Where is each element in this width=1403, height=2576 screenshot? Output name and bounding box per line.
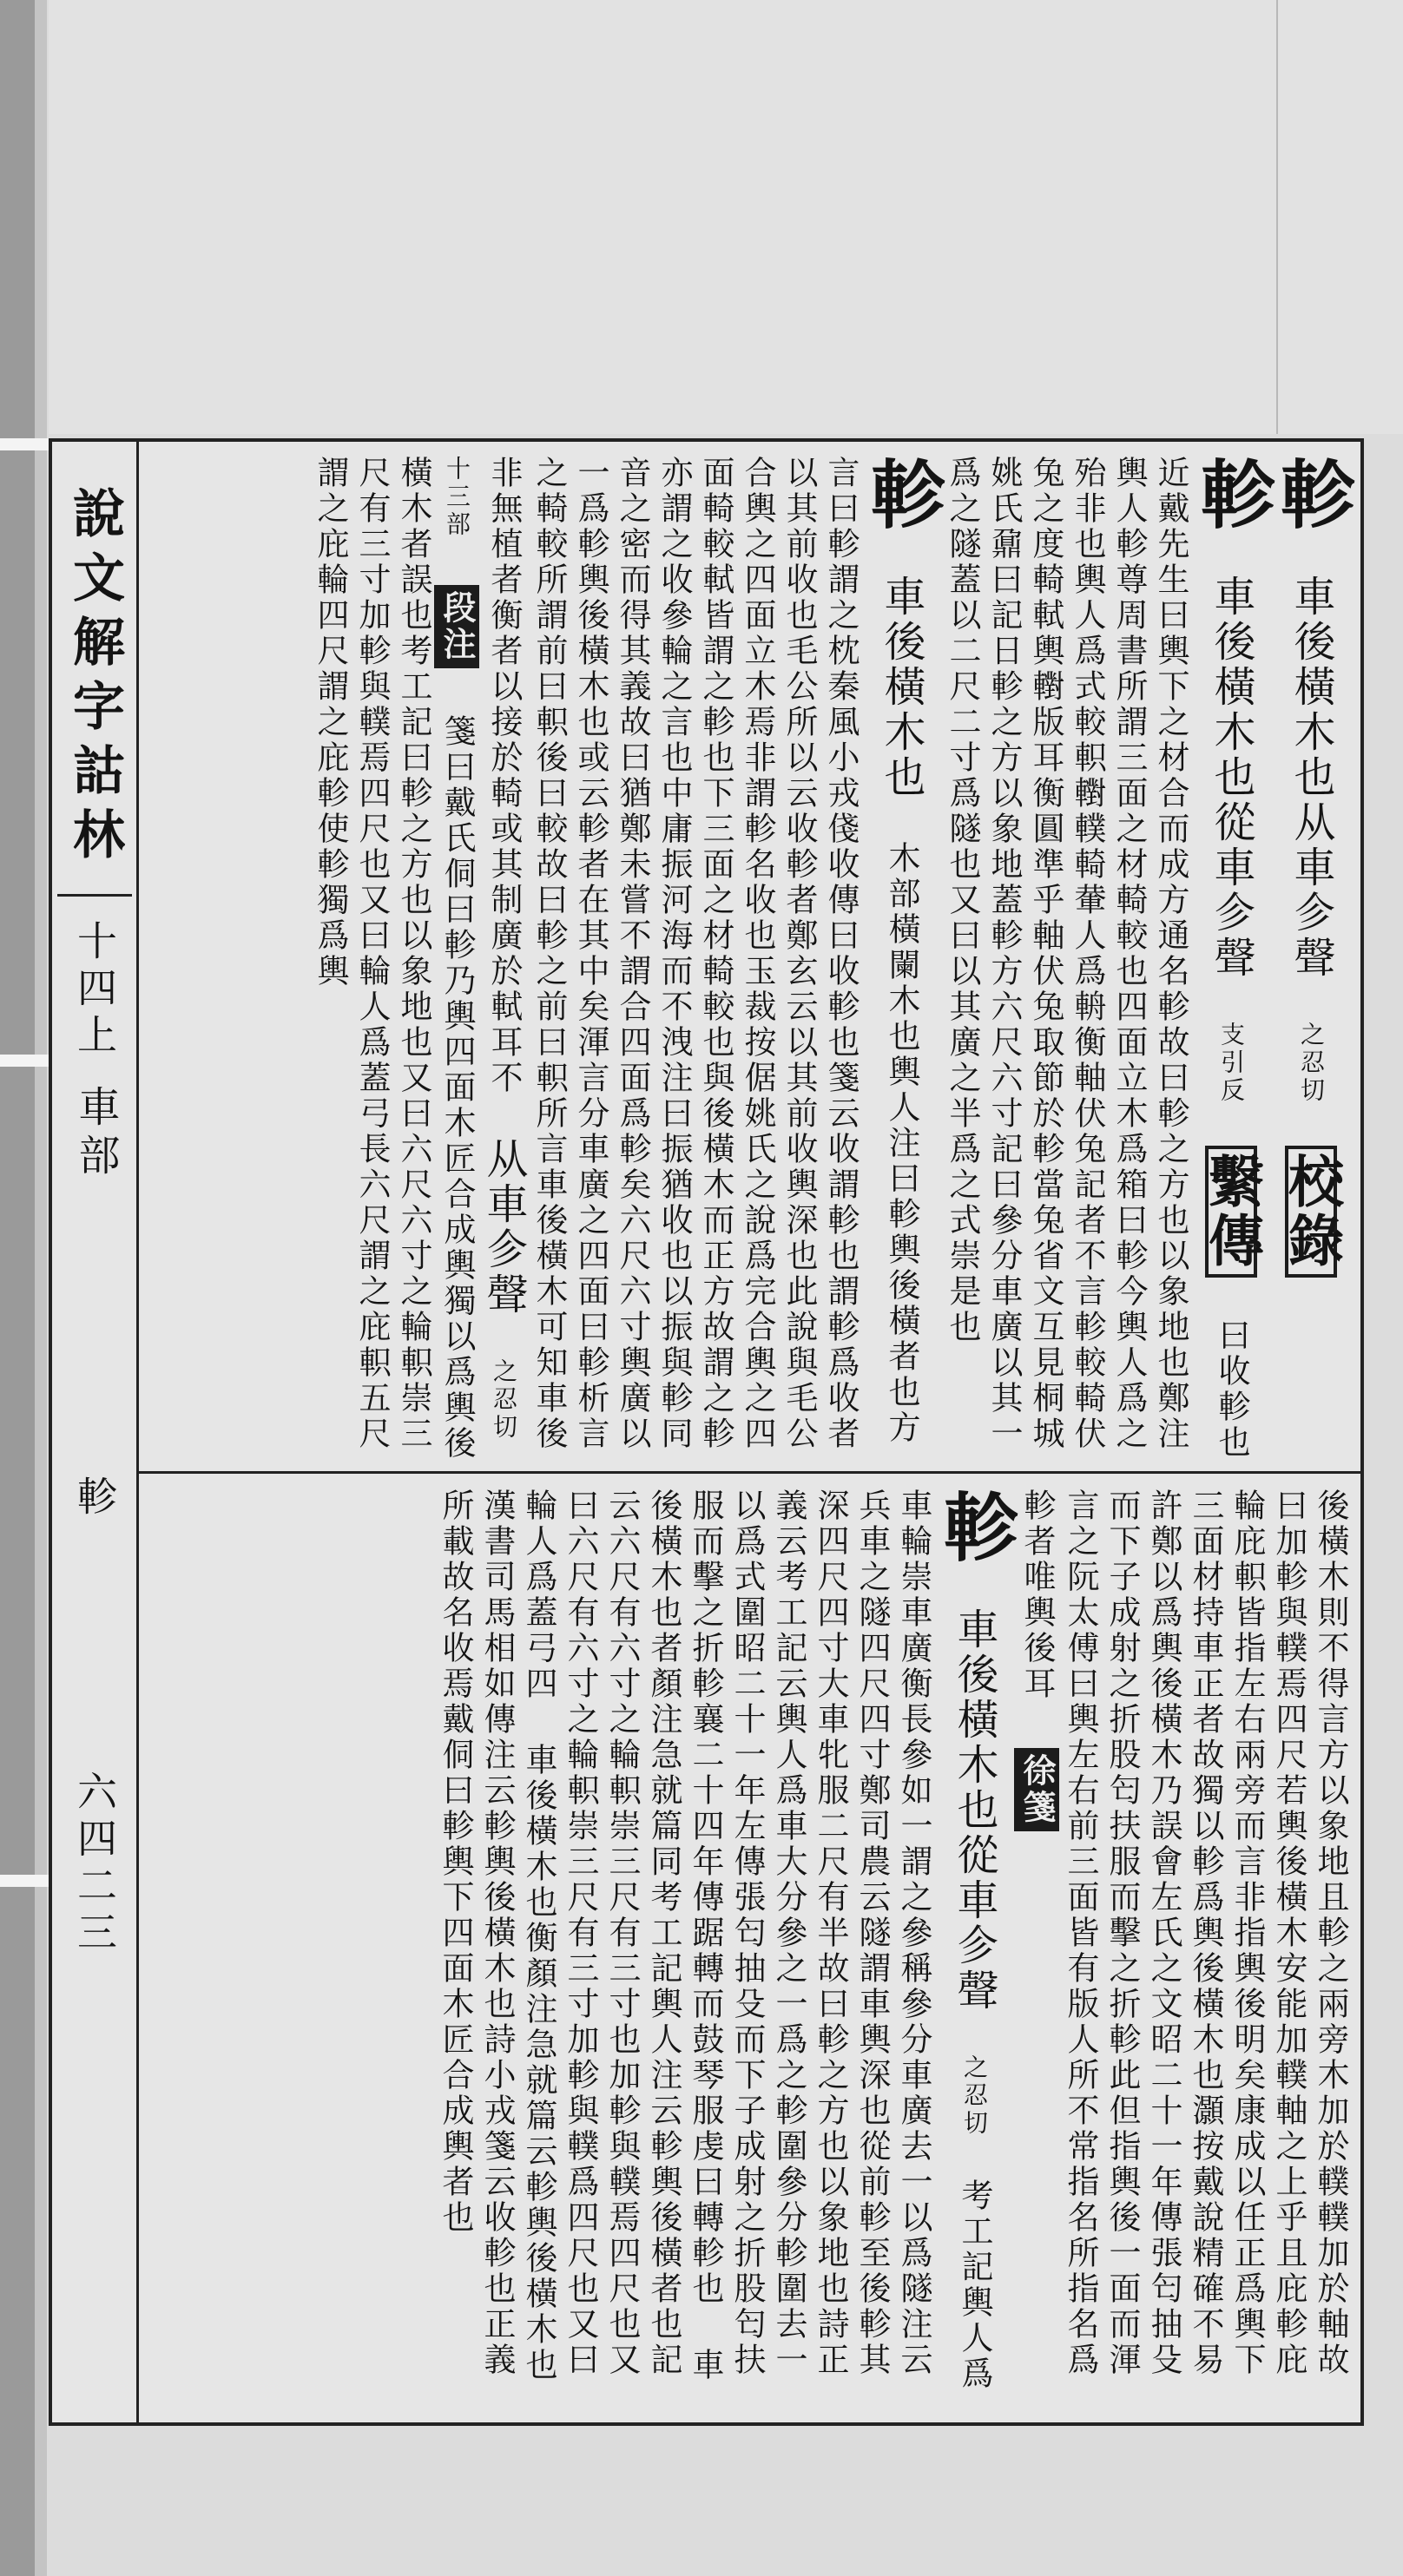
xizhuan-fanqie: 支引反 (1217, 1022, 1246, 1105)
page-number: 六四二三 (71, 1771, 118, 1958)
xu-entry (434, 1488, 1018, 2408)
main-fanqie: 之忍切 (1297, 1022, 1326, 1105)
xizhuan-definition: 車後橫木也從車㐱聲 (1207, 575, 1255, 981)
facing-page-bleed (49, 0, 1403, 434)
upper-text-block (144, 456, 1355, 1462)
xu-text-2: 車後橫木也者顏注急就篇同考工記輿人注云軫輿後橫者也記云六尺有六寸之輪軹崇三尺有三寸也加軫與轐焉四尺也又曰六尺有六寸之輪軹崇三尺有三寸加軫與轐爲四尺也又曰輪人爲蓋弓四 (520, 1488, 724, 2383)
binding-band (0, 1875, 49, 1887)
commentary-text: 後橫木則不得言方以象地且軫之兩旁木加於轐轐加於軸故曰加軫與轐焉四尺若輿後橫木安能加轐軸之上乎且庇軫庇輪庇軹皆指左右兩旁而言非指輿後明矣康成以任正爲輿下三面材持車正者故獨以軫爲輿後橫木也灝按戴說精確不易許鄭以爲輿後橫木乃誤會左氏之文昭二十一年傳張匄抽殳而下子成射之折股匄扶服而擊之折軫此但指輿後一面而渾言之阮太傅曰輿左右前三面皆有版人所不常指名所指名爲軫者唯輿後耳 (1018, 1488, 1349, 2378)
duanzhu-after-text: 箋曰戴氏侗曰軫乃輿四面木匠合成輿獨以爲輿後橫木者誤也考工記曰軫之方也以象地也又曰六尺六寸之輪軹崇三尺有三寸加軫與轐焉四尺也又曰輪人爲蓋弓長六尺謂之庇軹五尺謂之庇輪四尺謂之庇軫使軫獨爲輿 (312, 456, 476, 1462)
xu-label: 徐箋 (1014, 1748, 1059, 1831)
xizhuan-entry (941, 456, 1275, 1462)
xizhuan-text: 曰收軫也近戴先生曰輿下之材合而成方通名軫故曰軫之方也以象地也鄭注輿人軫尊周書所謂三面之材輢較也四面立木爲箱曰軫今輿人爲之殆非也輿人爲式較軹轛轐輢輂人爲輈衡軸伏兔記者不言軫較輢伏兔之度輢軾輿轛版耳衡圓準乎軸伏兔取節於軫當兔省文互見桐城姚氏鼐曰記日軫之方以象地蓋軫方六尺六寸記曰參分車廣以其一爲之隧蓋以二尺二寸爲隧也又曰以其廣之半爲之式崇是也 (944, 456, 1250, 1461)
xu-text: 考工記輿人爲車輪崇車廣衡長參如一謂之參稱參分車廣去一以爲隧注云兵車之隧四尺四寸鄭司農云隧謂車輿深也從前軫至後軫其深四尺四寸大車牝服二尺有半故曰軫之方也以象地也詩正義云考工記云輿人爲車大分參之一爲之軫圍參分軫圍去一以爲式圍昭二十一年左傳張匄抽殳而下子成射之折股匄扶服而擊之折軫襄二十四年傳踞轉而鼓琴服虔曰轉軫也 (687, 1488, 993, 2392)
main-headword: 軫 (1268, 456, 1355, 534)
bleed-rule (1276, 0, 1278, 434)
jiaolu-label: 校錄 (1285, 1146, 1337, 1278)
main-definition: 車後橫木也从車㐱聲 (1287, 575, 1335, 981)
main-entry (1268, 456, 1355, 1462)
duanzhu-tail: 从車㐱聲 (479, 1137, 528, 1318)
binding-band (0, 1055, 49, 1067)
spine-edge (35, 0, 47, 2576)
duanzhu-fanqie: 之忍切十三部 (443, 456, 518, 1442)
xizhuan-headword: 軫 (1188, 456, 1275, 534)
duanzhu-label: 段注 (434, 585, 479, 668)
section-divider (139, 1471, 1364, 1474)
lower-text-block (144, 1488, 1351, 2408)
duanzhu-text: 木部橫闌木也輿人注曰軫輿後橫者也方言曰軫謂之枕秦風小戎俴收傳曰收軫也箋云收謂軫也謂軫爲收者以其前收也毛公所以云收軫者鄭玄云以其前收輿深也此說與毛公合輿之四面立木焉非謂軫名收也玉裁按倨姚氏之說爲完合輿之四面輢較軾皆謂之軫也下三面之材輢較也與後橫木而正方故謂之軫亦謂之收參輪之言也中庸振河海而不洩注曰振猶收也以振與軫同音之密而得其義故曰猶鄭未嘗不謂合四面爲軫矣六尺六寸輿廣以一爲軫輿後橫木也或云軫者在其中矣渾言分車廣之四面曰軫析言之輢較所謂前曰軹後曰較故曰軫之前曰軹所言車後橫木可知車後非無植者衡者以接於輢或其制廣於軾耳不 (485, 456, 920, 1452)
xu-text-3: 車後橫木也衡顏注急就篇云軫輿後橫木也漢書司馬相如傳注云軫輿後橫木也詩小戎箋云收軫也正義所載故名收焉戴侗曰軫輿下四面木匠合成輿者也 (437, 1488, 557, 2383)
xu-definition: 車後橫木也從車㐱聲 (950, 1607, 998, 2014)
commentary-continuation (1014, 1488, 1351, 2408)
binding-band (0, 438, 49, 450)
xu-fanqie: 之忍切 (960, 2054, 989, 2138)
duanzhu-definition: 車後橫木也 (877, 575, 925, 800)
header-headword: 軫 (71, 1475, 118, 1515)
duanzhu-entry (309, 456, 945, 1462)
book-spine (0, 0, 35, 2576)
radical-label: 車部 (71, 1085, 120, 1182)
xu-headword: 軫 (931, 1488, 1018, 1567)
xizhuan-label: 繫傳 (1205, 1146, 1257, 1278)
book-title: 說文解字詁林 (64, 486, 125, 871)
duanzhu-headword: 軫 (858, 456, 945, 534)
section-label: 十四上 (71, 920, 118, 1061)
